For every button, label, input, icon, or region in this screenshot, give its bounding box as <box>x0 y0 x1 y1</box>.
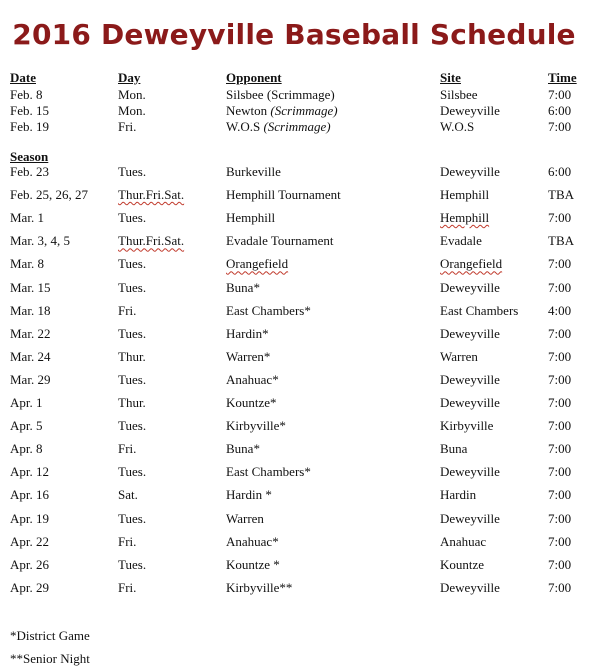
game-time: 4:00 <box>548 302 572 318</box>
game-day: Tues. <box>118 371 147 387</box>
game-site: Hemphill <box>440 210 490 226</box>
game-time: 7:00 <box>548 510 572 526</box>
game-opponent: East Chambers* <box>226 302 311 318</box>
game-site: W.O.S <box>440 119 475 134</box>
season-game-row <box>0 487 600 504</box>
game-opponent: Buna* <box>226 441 260 457</box>
game-time: 7:00 <box>548 279 572 295</box>
game-site: Deweyville <box>440 510 500 526</box>
game-date: Apr. 29 <box>10 579 49 595</box>
header-day: Day <box>118 70 141 85</box>
game-time: 7:00 <box>548 325 572 341</box>
game-day: Thur. <box>118 395 146 410</box>
game-time: 6:00 <box>548 164 572 179</box>
game-date: Apr. 5 <box>10 418 43 434</box>
game-opponent: Evadale Tournament <box>226 233 334 249</box>
game-day: Tues. <box>118 418 147 434</box>
season-game-row <box>0 210 600 227</box>
page-title: 2016 Deweyville Baseball Schedule <box>12 18 576 51</box>
game-opponent: Kountze* <box>226 395 277 410</box>
season-game-row <box>0 395 600 412</box>
game-day: Thur.Fri.Sat. <box>118 233 185 249</box>
season-game-row <box>0 372 600 389</box>
game-day: Fri. <box>118 119 137 134</box>
game-opponent: Kirbyville** <box>226 579 293 595</box>
season-game-row <box>0 256 600 273</box>
game-opponent: Hemphill <box>226 210 276 226</box>
season-game-row <box>0 164 600 181</box>
game-date: Apr. 16 <box>10 487 49 503</box>
game-date: Apr. 1 <box>10 395 43 410</box>
season-game-row <box>0 464 600 481</box>
game-day: Sat. <box>118 487 138 503</box>
game-time: TBA <box>548 187 574 203</box>
scrimmage-note: (Scrimmage) <box>270 103 338 118</box>
season-game-row <box>0 557 600 574</box>
game-opponent: Buna* <box>226 279 260 295</box>
game-site: Deweyville <box>440 464 500 480</box>
game-date: Feb. 15 <box>10 103 49 118</box>
game-opponent <box>226 103 338 119</box>
game-day: Tues. <box>118 210 147 226</box>
game-time: 7:00 <box>548 579 572 595</box>
game-opponent: Kirbyville* <box>226 418 286 434</box>
game-date: Feb. 19 <box>10 119 49 134</box>
game-day: Thur.Fri.Sat. <box>118 187 185 203</box>
season-game-row <box>0 534 600 551</box>
game-day: Tues. <box>118 164 147 179</box>
game-opponent: Orangefield <box>226 256 289 272</box>
game-site: Deweyville <box>440 164 500 179</box>
game-date: Mar. 18 <box>10 302 51 318</box>
game-date: Feb. 25, 26, 27 <box>10 187 88 203</box>
season-game-row <box>0 280 600 297</box>
season-game-row <box>0 580 600 597</box>
game-day: Fri. <box>118 302 137 318</box>
game-site: Warren <box>440 348 478 364</box>
header-site: Site <box>440 70 461 85</box>
game-opponent: Hardin * <box>226 487 272 503</box>
game-date: Mar. 3, 4, 5 <box>10 233 70 249</box>
game-opponent: Warren <box>226 510 264 526</box>
game-site: Kirbyville <box>440 418 494 434</box>
header-opponent: Opponent <box>226 70 282 85</box>
season-game-row <box>0 349 600 366</box>
game-site: Orangefield <box>440 256 503 272</box>
season-game-row <box>0 233 600 250</box>
opponent-name: W.O.S <box>226 119 261 134</box>
game-opponent <box>226 119 331 135</box>
game-time: 7:00 <box>548 395 572 410</box>
opponent-name: Newton <box>226 103 268 118</box>
game-time: 7:00 <box>548 464 572 480</box>
game-time: 7:00 <box>548 348 572 364</box>
header-time: Time <box>548 70 577 85</box>
game-day: Mon. <box>118 103 146 118</box>
game-site: Deweyville <box>440 579 500 595</box>
game-site: Hardin <box>440 487 477 503</box>
game-date: Mar. 29 <box>10 371 51 387</box>
game-opponent: East Chambers* <box>226 464 311 480</box>
game-opponent: Burkeville <box>226 164 281 179</box>
game-site: Deweyville <box>440 395 500 410</box>
season-game-row <box>0 187 600 204</box>
game-day: Fri. <box>118 441 137 457</box>
footnote-district: *District Game <box>10 628 90 643</box>
game-date: Feb. 23 <box>10 164 49 179</box>
game-site: East Chambers <box>440 302 519 318</box>
season-game-row <box>0 511 600 528</box>
game-day: Tues. <box>118 256 147 272</box>
game-site: Kountze <box>440 556 485 572</box>
game-date: Apr. 22 <box>10 533 49 549</box>
game-site: Anahuac <box>440 533 487 549</box>
game-site: Hemphill <box>440 187 490 203</box>
game-site: Deweyville <box>440 325 500 341</box>
game-date: Mar. 22 <box>10 325 51 341</box>
game-date: Mar. 24 <box>10 348 51 364</box>
scrimmage-note: (Scrimmage) <box>266 87 335 102</box>
scrimmage-row <box>0 103 600 120</box>
game-time: 7:00 <box>548 371 572 387</box>
game-opponent: Hemphill Tournament <box>226 187 341 203</box>
game-day: Thur. <box>118 348 146 364</box>
game-day: Tues. <box>118 325 147 341</box>
game-site: Deweyville <box>440 103 500 118</box>
season-game-row <box>0 326 600 343</box>
game-opponent <box>226 87 335 103</box>
game-time: 7:00 <box>548 556 572 572</box>
season-game-row <box>0 418 600 435</box>
game-time: 7:00 <box>548 441 572 457</box>
game-site: Deweyville <box>440 279 500 295</box>
game-day: Fri. <box>118 579 137 595</box>
game-time: 7:00 <box>548 256 572 272</box>
game-date: Feb. 8 <box>10 87 43 102</box>
game-date: Mar. 1 <box>10 210 44 226</box>
game-date: Apr. 12 <box>10 464 49 480</box>
game-time: 7:00 <box>548 210 572 226</box>
game-opponent: Hardin* <box>226 325 269 341</box>
scrimmage-note: (Scrimmage) <box>263 119 331 134</box>
season-game-row <box>0 441 600 458</box>
game-site: Evadale <box>440 233 482 249</box>
game-opponent: Anahuac* <box>226 533 279 549</box>
game-time: 7:00 <box>548 533 572 549</box>
game-day: Mon. <box>118 87 146 102</box>
game-day: Tues. <box>118 279 147 295</box>
scrimmage-row <box>0 87 600 104</box>
game-time: 7:00 <box>548 87 572 102</box>
game-site: Silsbee <box>440 87 478 102</box>
game-time: 7:00 <box>548 119 572 134</box>
game-time: 6:00 <box>548 103 572 118</box>
game-day: Fri. <box>118 533 137 549</box>
game-opponent: Anahuac* <box>226 371 279 387</box>
game-site: Deweyville <box>440 371 500 387</box>
game-day: Tues. <box>118 464 147 480</box>
opponent-name: Silsbee <box>226 87 264 102</box>
game-time: TBA <box>548 233 574 249</box>
header-date: Date <box>10 70 36 85</box>
game-time: 7:00 <box>548 418 572 434</box>
game-date: Mar. 8 <box>10 256 44 272</box>
season-game-row <box>0 303 600 320</box>
game-time: 7:00 <box>548 487 572 503</box>
game-opponent: Kountze * <box>226 556 280 572</box>
game-date: Mar. 15 <box>10 279 51 295</box>
scrimmage-row <box>0 119 600 136</box>
game-day: Tues. <box>118 556 147 572</box>
game-day: Tues. <box>118 510 147 526</box>
footnote-senior-night: **Senior Night <box>10 651 90 666</box>
game-opponent: Warren* <box>226 348 271 364</box>
game-site: Buna <box>440 441 468 457</box>
season-label: Season <box>10 149 49 164</box>
game-date: Apr. 8 <box>10 441 43 457</box>
game-date: Apr. 26 <box>10 556 49 572</box>
game-date: Apr. 19 <box>10 510 49 526</box>
